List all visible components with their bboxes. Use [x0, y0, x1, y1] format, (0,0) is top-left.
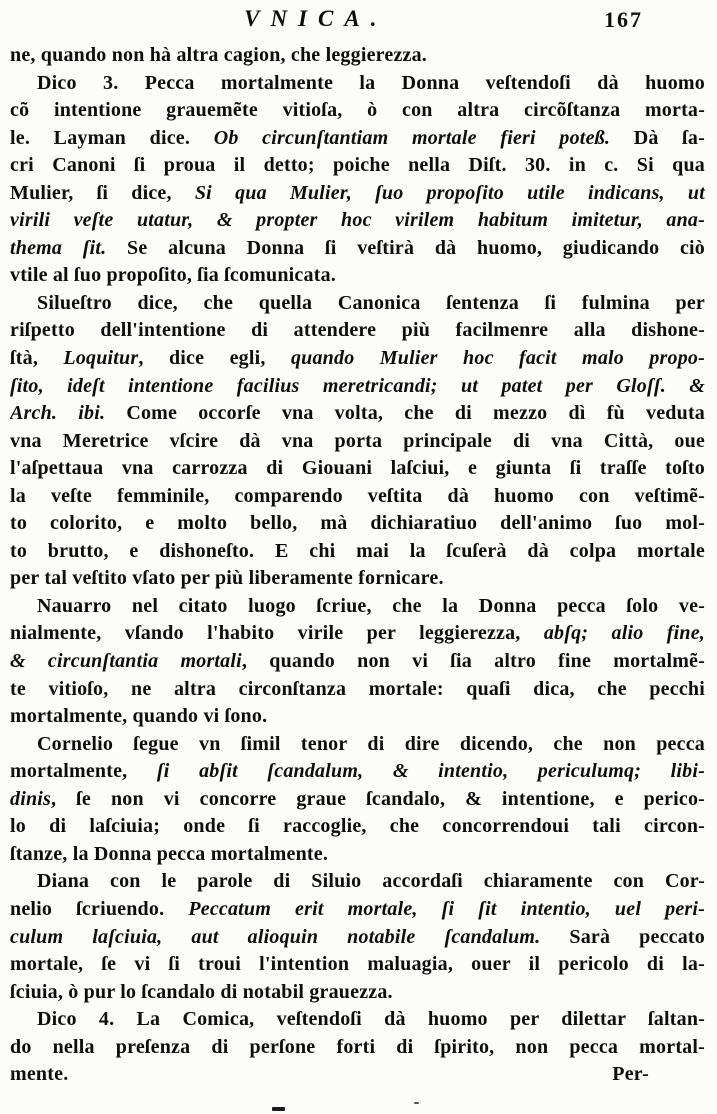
last-line-text: mente. [10, 1063, 69, 1086]
text-line [10, 483, 705, 511]
text-segment: ſito, ideſt intentione facilius meretricandi; ut patet per Gloſſ. & [10, 374, 705, 397]
text-block [10, 42, 705, 1061]
text-segment: ſi abſit ſcandalum, & intentio, periculumq; libi- [156, 760, 705, 783]
text-segment: , ſe non vi concorre graue ſcandalo, & intentione, e perico- [51, 787, 705, 810]
text-segment: nelio ſcriuendo. [10, 897, 189, 920]
text-segment: Silueſtro dice, che quella Canonica ſentenza ſi fulmina per [37, 291, 705, 314]
text-line [10, 235, 705, 263]
text-segment: cõ intentione grauemẽte vitioſa, ò con altra circõſtanza morta- [10, 99, 705, 122]
text-line [10, 317, 705, 345]
text-segment: vna Meretrice vſcire dà vna porta principale di vna Città, oue [10, 429, 705, 452]
text-segment: Peccatum erit mortale, ſi ſit intentio, uel peri- [188, 897, 705, 920]
text-segment: mortalmente, quando vi ſono. [10, 705, 268, 728]
text-line [10, 951, 705, 979]
text-line [10, 42, 705, 70]
text-segment: cri Canoni ſi proua il detto; poiche nella Diſt. 30. in c. Si qua [10, 154, 705, 177]
text-segment: ſciuia, ò pur lo ſcandalo di notabil grauezza. [10, 980, 393, 1003]
text-segment: Loquitur [63, 347, 139, 370]
text-line [10, 400, 705, 428]
text-segment: ſtanze, la Donna pecca mortalmente. [10, 842, 329, 865]
text-segment: ne, quando non hà altra cagion, che leggierezza. [10, 44, 428, 66]
text-segment: dinis [10, 787, 52, 810]
text-segment: , quando non vi ſia altro fine mortalmẽ- [241, 650, 705, 673]
text-line [10, 896, 705, 924]
text-segment: Cornelio ſegue vn ſimil tenor di dire dicendo, che non pecca [37, 732, 705, 755]
ink-speck [272, 1107, 285, 1111]
text-segment: to colorito, e molto bello, mà dichiaratiuo dell'animo ſuo mol- [10, 512, 705, 535]
text-segment: riſpetto dell'intentione di attendere più facilmenre alla dishone- [10, 319, 705, 342]
text-segment: te vitioſo, ne altra circonſtanza mortale: quaſi dica, che pecchi [10, 677, 705, 700]
text-segment: le. Layman dice. [10, 126, 214, 149]
text-segment: Dico 4. La Comica, veſtendoſi dà huomo per dilettar ſaltan- [37, 1008, 705, 1031]
text-segment: Dà ſa- [633, 126, 705, 149]
text-segment: ſtà, [10, 347, 64, 370]
page-header [10, 6, 705, 40]
text-line [10, 565, 705, 593]
text-segment: Come occorſe vna volta, che di mezzo dì fù veduta [126, 402, 705, 425]
text-segment: to brutto, e dishoneſto. E chi mai la ſcuſerà dà colpa mortale [10, 539, 705, 562]
text-line [10, 924, 705, 952]
text-segment: vtile al ſuo propoſito, ſia ſcomunicata. [10, 264, 336, 287]
text-segment: nialmente, vſando l'habito virile per leggierezza, [10, 622, 544, 645]
text-line [10, 538, 705, 566]
text-segment: Diana con le parole di Siluio accordaſi chiaramente con Cor- [37, 870, 705, 893]
text-segment: Mulier, ſi dice, [10, 181, 195, 204]
text-segment: culum laſciuia, aut alioquin notabile ſcandalum. [10, 925, 570, 948]
text-line [10, 841, 705, 869]
text-line [10, 125, 705, 153]
text-segment: abſq; alio fine, [543, 622, 705, 645]
text-line [10, 1006, 705, 1034]
text-line [10, 868, 705, 896]
text-segment: per tal veſtito vſato per più liberamente fornicare. [10, 567, 444, 590]
catchword: Per- [612, 1063, 649, 1086]
text-segment: lo di laſciuia; onde ſi raccoglie, che concorrendoui tali circon- [10, 815, 705, 838]
text-segment: Si qua Mulier, ſuo propoſito utile indicans, ut [194, 181, 705, 204]
text-segment: quando Mulier hoc facit malo propo- [290, 347, 705, 370]
text-line [10, 703, 705, 731]
text-line [10, 97, 705, 125]
text-line [10, 758, 705, 786]
text-line [10, 262, 705, 290]
text-segment: Sarà peccato [569, 925, 705, 948]
text-segment: virili veſte utatur, & propter hoc virilem habitum imitetur, ana- [10, 209, 705, 232]
text-segment: , dice egli, [138, 347, 291, 370]
text-segment: la veſte femminile, comparendo veſtita dà huomo con veſtimẽ- [10, 484, 705, 507]
text-line [10, 70, 705, 98]
text-segment: Dico 3. Pecca mortalmente la Donna veſtendoſi dà huomo [37, 71, 705, 94]
text-line [10, 731, 705, 759]
text-segment: Ob circunſtantiam mortale fieri poteß. [213, 126, 634, 149]
text-segment: Se alcuna Donna ſi veſtirà dà huomo, giudicando ciò [127, 236, 705, 259]
running-title: VNICA. [244, 6, 388, 31]
text-segment: & circunſtantia mortali [10, 650, 242, 673]
text-line [10, 290, 705, 318]
text-line [10, 180, 705, 208]
text-line [10, 676, 705, 704]
page-number: 167 [604, 7, 643, 32]
text-segment: mortale, ſe vi ſi troui l'intention maluagia, ouer il pericolo di la- [10, 953, 705, 976]
ink-speck [414, 1102, 419, 1104]
text-line [10, 455, 705, 483]
text-line [10, 620, 705, 648]
text-line [10, 1034, 705, 1062]
text-segment: thema ſit. [10, 236, 128, 259]
text-line [10, 593, 705, 621]
text-segment: Nauarro nel citato luogo ſcriue, che la Donna pecca ſolo ve- [37, 594, 705, 617]
text-segment: mortalmente, [10, 760, 157, 783]
text-segment: do nella preſenza di perſone forti di ſpirito, non pecca mortal- [10, 1035, 705, 1058]
text-line [10, 648, 705, 676]
text-line [10, 510, 705, 538]
text-line [10, 207, 705, 235]
text-line [10, 152, 705, 180]
text-line [10, 813, 705, 841]
text-segment: Arch. ibi. [10, 402, 127, 425]
text-line [10, 345, 705, 373]
last-text-line [10, 1061, 705, 1089]
text-segment: l'aſpettaua vna carrozza di Giouani laſciui, e giunta ſi traſſe toſto [10, 457, 705, 480]
text-line [10, 979, 705, 1007]
text-line [10, 373, 705, 401]
text-line [10, 786, 705, 814]
text-line [10, 428, 705, 456]
